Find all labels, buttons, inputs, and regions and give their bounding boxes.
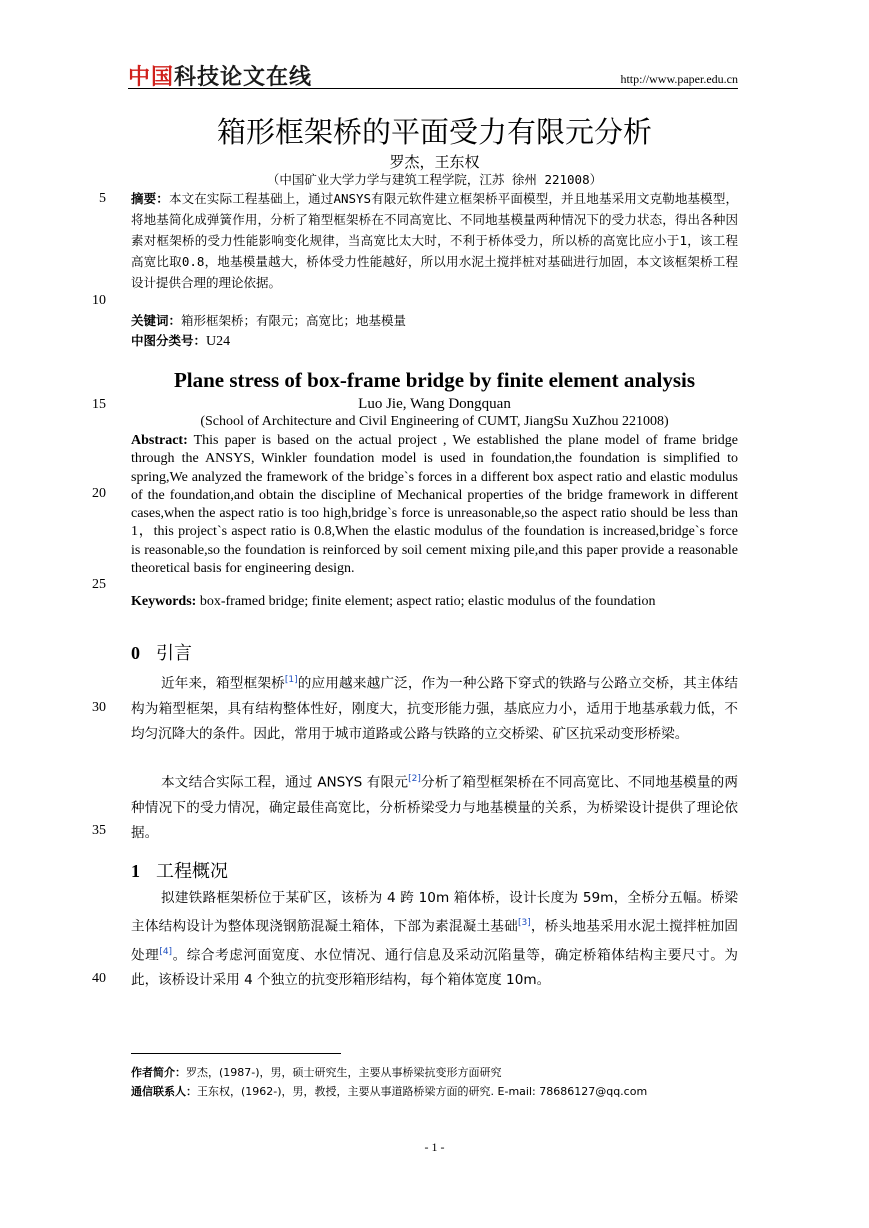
footnote-divider [131, 1053, 341, 1054]
abstract-cn-text: 本文在实际工程基础上，通过ANSYS有限元软件建立框架桥平面模型，并且地基采用文克勒地基模型，将地基简化成弹簧作用，分析了箱型框架桥在不同高宽比、不同地基模量两种情况下的受力状态，得出各种因素对框架桥的受力性能影响变化规律，当高宽比太大时，不利于桥体受力，所以桥的高宽比应小于1，该工程高宽比取0.8，地基模量越大，桥体受力性能越好，所以用水泥土搅拌桩对基础进行加固，本文该框架桥工程设计提供合理的理论依据。 [131, 191, 738, 290]
paper-title-cn: 箱形框架桥的平面受力有限元分析 [216, 115, 652, 149]
citation-link[interactable]: [1] [284, 675, 298, 685]
paper-title-en: Plane stress of box-frame bridge by finite element analysis [173, 368, 696, 392]
header-divider [128, 88, 738, 89]
section-heading-overview: 1 工程概况 [131, 861, 228, 882]
paragraph: 本文结合实际工程，通过 ANSYS 有限元[2]分析了箱型框架桥在不同高宽比、不同地基模量的两种情况下的受力情况，确定最佳高宽比，分析桥梁受力与地基模量的关系，为桥梁设计提供了理论依据。 [131, 774, 739, 841]
abstract-cn-label: 摘要： [131, 191, 169, 206]
clc-number [131, 330, 738, 352]
keywords-cn-label: 关键词： [131, 313, 182, 328]
keywords-en-label: Keywords: [131, 594, 197, 609]
affiliation-en: (School of Architecture and Civil Engineering of CUMT, JiangSu XuZhou 221008) [200, 414, 669, 429]
clc-value: U24 [206, 334, 231, 349]
keywords-en [131, 593, 738, 611]
clc-label: 中图分类号： [131, 333, 207, 348]
paragraph: 近年来，箱型框架桥[1]的应用越来越广泛，作为一种公路下穿式的铁路与公路立交桥，其主体结构为箱型框架，具有结构整体性好，刚度大，抗变形能力强，基底应力小，适用于地基承载力低，不均匀沉降大的条件。因此，常用于城市道路或公路与铁路的立交桥梁、矿区抗采动变形桥梁。 [131, 675, 738, 742]
line-number: 15 [92, 397, 106, 412]
site-logo: 中国科技论文在线 [128, 65, 313, 90]
page-number: - 1 - [424, 1140, 445, 1154]
header-url[interactable]: http://www.paper.edu.cn [620, 72, 738, 86]
paragraph: 拟建铁路框架桥位于某矿区，该桥为 4 跨 10m 箱体桥，设计长度为 59m，全桥分五幅。桥梁主体结构设计为整体现浇钢筋混凝土箱体，下部为素混凝土基础[3]，桥头地基采用水泥土搅拌桩加固处理[4]。综合考虑河面宽度、水位情况、通行信息及采动沉陷量等，确定桥箱体结构主要尺寸。为此，该桥设计采用 4 个独立的抗变形箱形结构，每个箱体宽度 10m。 [131, 890, 739, 989]
keywords-cn [131, 310, 738, 331]
line-number: 30 [92, 700, 106, 715]
affiliation-cn: （中国矿业大学力学与建筑工程学院，江苏 徐州 221008） [266, 172, 603, 187]
footnote-contact: 通信联系人：王东权，(1962-)，男，教授，主要从事道路桥梁方面的研究. E-mail: 78686127@qq.com [131, 1085, 648, 1098]
citation-link[interactable]: [4] [159, 946, 173, 957]
line-number: 40 [92, 971, 106, 986]
abstract-en-label: Abstract: [131, 433, 188, 448]
line-number: 20 [92, 486, 106, 501]
section-heading-intro: 0 引言 [131, 643, 192, 664]
footnote-author: 作者简介：罗杰，(1987-)，男，硕士研究生，主要从事桥梁抗变形方面研究 [131, 1066, 502, 1079]
citation-link[interactable]: [2] [408, 774, 421, 784]
abstract-cn [131, 188, 738, 293]
authors-en: Luo Jie, Wang Dongquan [358, 396, 511, 412]
line-number: 5 [99, 191, 106, 206]
authors-cn: 罗杰，王东权 [389, 153, 480, 171]
line-number: 25 [92, 577, 106, 592]
citation-link[interactable]: [3] [517, 918, 531, 928]
abstract-en [131, 432, 738, 578]
keywords-en-text: box-framed bridge; finite element; aspect ratio; elastic modulus of the foundation [196, 594, 656, 609]
abstract-en-text: This paper is based on the actual project , We established the plane model of frame bridge through the ANSYS, Winkler foundation model is used in foundation,the foundation is simplified to spring,We analyzed the framework of the bridge`s forces in a different box aspect ratio and elastic modulus of the foundation,and obtain the discipline of Mechanical properties of the bridge framework in different cases,when the aspect ratio is too high,bridge`s force is unreasonable,so the aspect ratio should be less than 1，this project`s aspect ratio is 0.8,When the elastic modulus of the foundation is increased,bridge`s force is reasonable,so the foundation is reinforced by soil cement mixing pile,and this paper provide a reasonable theoretical basis for engineering design. [131, 433, 738, 577]
keywords-cn-text: 箱形框架桥；有限元；高宽比；地基模量 [181, 313, 407, 328]
line-number: 35 [92, 823, 106, 838]
line-number: 10 [92, 293, 106, 308]
